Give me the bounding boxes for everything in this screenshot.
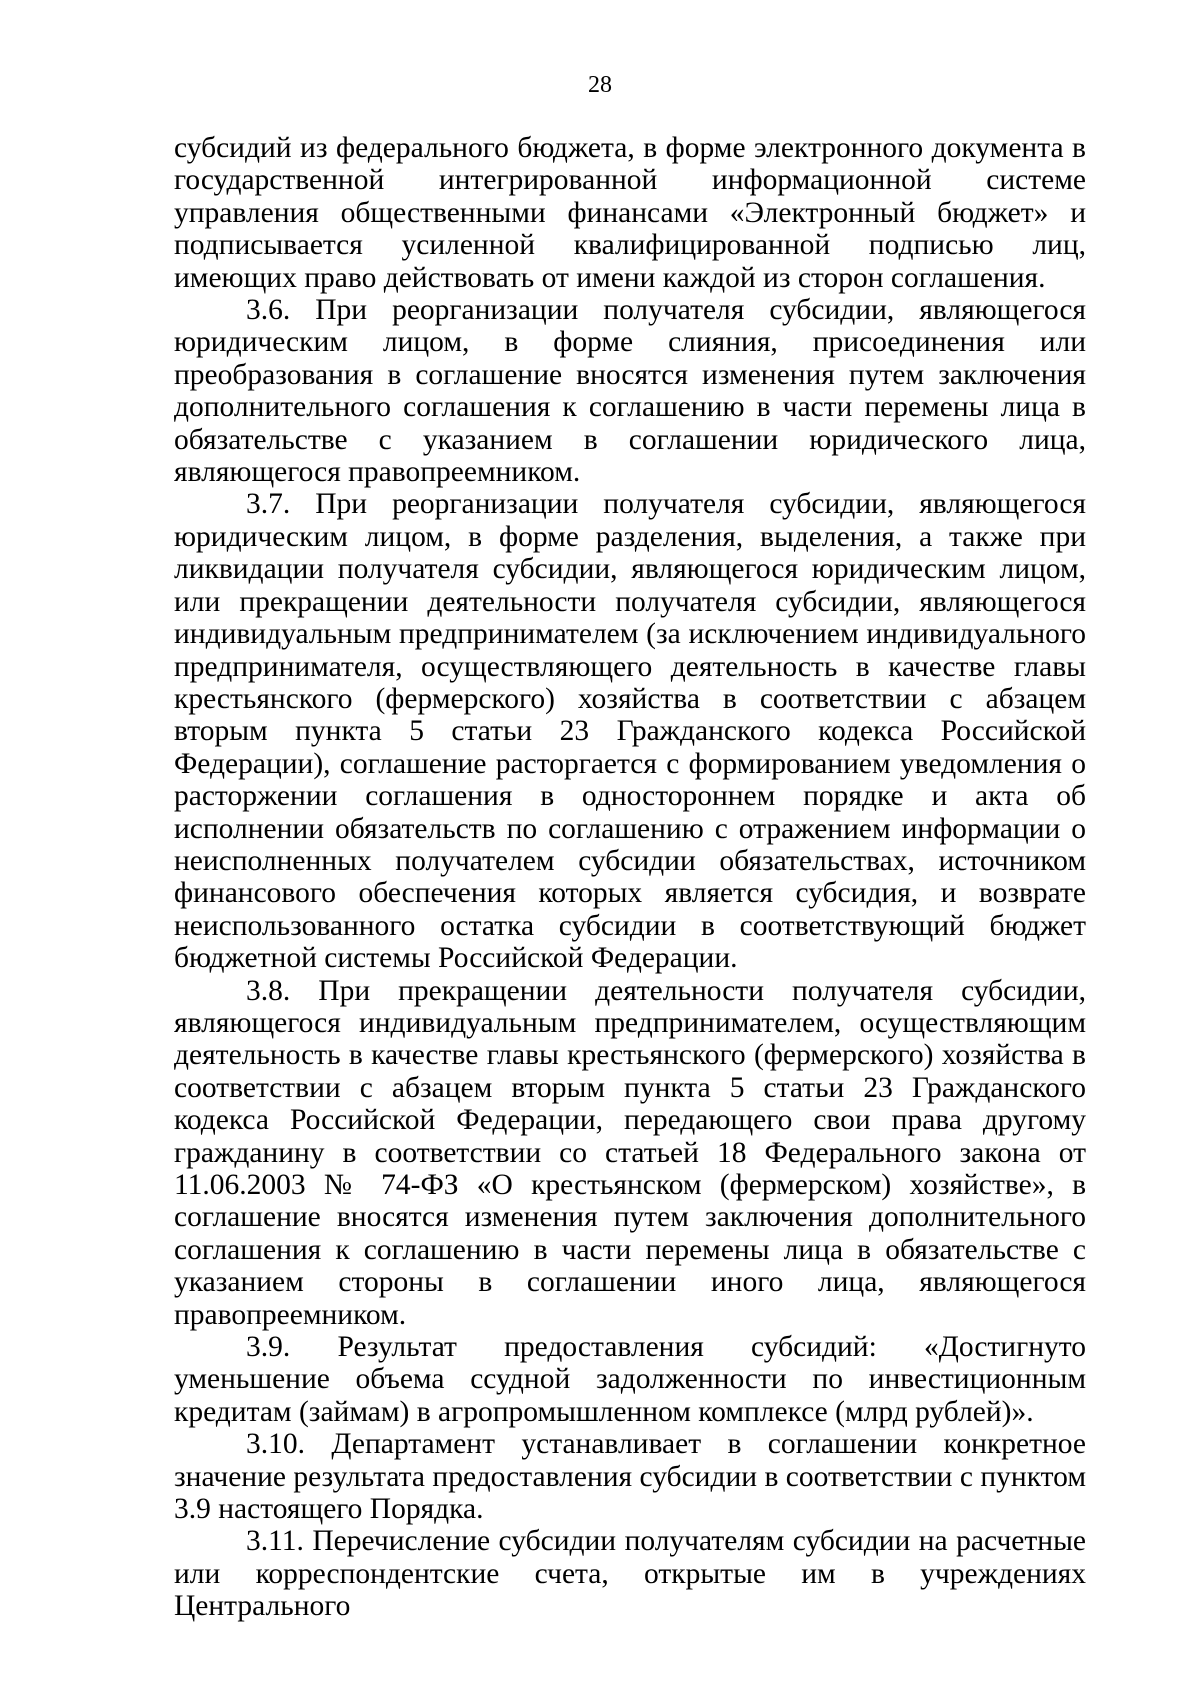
paragraph-3-6: 3.6. При реорганизации получателя субсидии, являющегося юридическим лицом, в форме слияния, присоединения или преобразования в соглашение вносятся изменения путем заключения дополнительного соглашения к соглашению в части перемены лица в обязательстве с указанием в соглашении юридического лица, являющегося правопреемником. <box>174 294 1086 489</box>
paragraph-3-8: 3.8. При прекращении деятельности получателя субсидии, являющегося индивидуальным предпринимателем, осуществляющим деятельность в качестве главы крестьянского (фермерского) хозяйства в соответствии с абзацем вторым пункта 5 статьи 23 Гражданского кодекса Российской Федерации, передающего свои права другому гражданину в соответствии со статьей 18 Федерального закона от 11.06.2003 № 74-ФЗ «О крестьянском (фермерском) хозяйстве», в соглашение вносятся изменения путем заключения дополнительного соглашения к соглашению в части перемены лица в обязательстве с указанием стороны в соглашении иного лица, являющегося правопреемником. <box>174 974 1086 1331</box>
paragraph-3-10: 3.10. Департамент устанавливает в соглашении конкретное значение результата предоставления субсидии в соответствии с пунктом 3.9 настоящего Порядка. <box>174 1428 1086 1526</box>
paragraph-3-7: 3.7. При реорганизации получателя субсидии, являющегося юридическим лицом, в форме разделения, выделения, а также при ликвидации получателя субсидии, являющегося юридическим лицом, или прекращении деятельности получателя субсидии, являющегося индивидуальным предпринимателем (за исключением индивидуального предпринимателя, осуществляющего деятельность в качестве главы крестьянского (фермерского) хозяйства в соответствии с абзацем вторым пункта 5 статьи 23 Гражданского кодекса Российской Федерации), соглашение расторгается с формированием уведомления о расторжении соглашения в одностороннем порядке и акта об исполнении обязательств по соглашению с отражением информации о неисполненных получателем субсидии обязательствах, источником финансового обеспечения которых является субсидия, и возврате неиспользованного остатка субсидии в соответствующий бюджет бюджетной системы Российской Федерации. <box>174 488 1086 975</box>
paragraph-3-11: 3.11. Перечисление субсидии получателям субсидии на расчетные или корреспондентские счета, открытые им в учреждениях Центрального <box>174 1525 1086 1623</box>
page-number: 28 <box>588 72 612 98</box>
document-body <box>174 132 1086 1623</box>
paragraph-3-9: 3.9. Результат предоставления субсидий: «Достигнуто уменьшение объема ссудной задолженности по инвестиционным кредитам (займам) в агропромышленном комплексе (млрд рублей)». <box>174 1331 1086 1428</box>
paragraph-continuation: субсидий из федерального бюджета, в форме электронного документа в государственной интегрированной информационной системе управления общественными финансами «Электронный бюджет» и подписывается усиленной квалифицированной подписью лиц, имеющих право действовать от имени каждой из сторон соглашения. <box>174 132 1086 294</box>
